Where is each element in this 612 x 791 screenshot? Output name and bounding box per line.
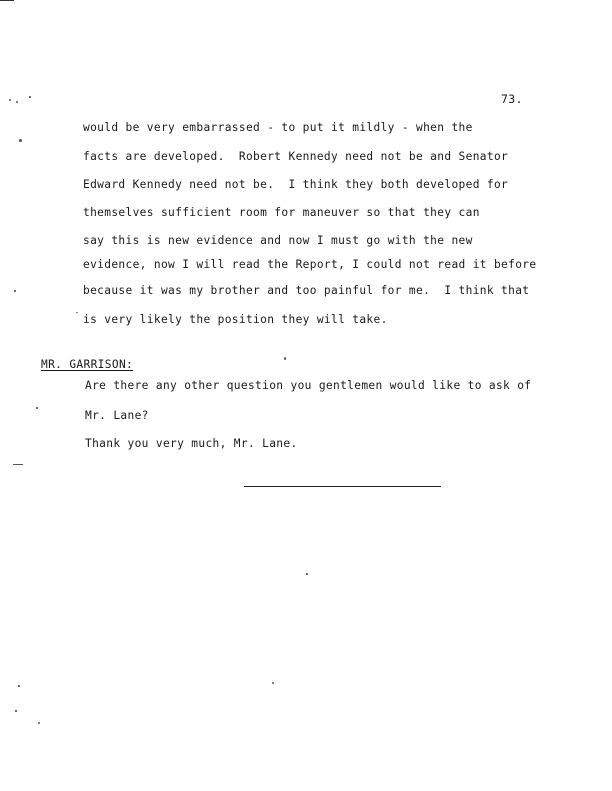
text-line: Edward Kennedy need not be. I think they both developed for [83, 178, 509, 191]
scan-speck [76, 312, 78, 313]
text-line: themselves sufficient room for maneuver so that they can [83, 206, 480, 219]
scan-speck [306, 573, 308, 575]
scan-speck [284, 357, 286, 360]
page-number: 73. [501, 92, 523, 106]
text-line: facts are developed. Robert Kennedy need not be and Senator [83, 150, 509, 163]
scan-speck [36, 407, 38, 409]
text-line: Thank you very much, Mr. Lane. [85, 437, 298, 450]
speaker-label: MR. GARRISON: [41, 358, 134, 371]
end-of-transcript-rule [244, 486, 441, 487]
scan-speck [13, 464, 23, 465]
corner-scan-mark [0, 0, 14, 1]
text-line: would be very embarrassed - to put it mildly - when the [83, 121, 473, 134]
text-line: say this is new evidence and now I must go with the new [83, 234, 473, 247]
scan-speck [19, 139, 22, 142]
scan-speck [15, 710, 17, 712]
text-line: is very likely the position they will take. [83, 313, 388, 326]
text-line: evidence, now I will read the Report, I could not read it before [83, 258, 537, 271]
scan-speck [9, 99, 11, 101]
scan-speck [18, 685, 20, 687]
scan-speck [16, 101, 18, 103]
scan-speck [38, 722, 40, 724]
text-line: Mr. Lane? [85, 409, 149, 422]
text-line: because it was my brother and too painful for me. I think that [83, 284, 530, 297]
scan-speck [14, 290, 16, 292]
scan-speck [29, 96, 31, 98]
text-line: Are there any other question you gentlemen would like to ask of [85, 379, 532, 392]
scan-speck [272, 682, 274, 684]
